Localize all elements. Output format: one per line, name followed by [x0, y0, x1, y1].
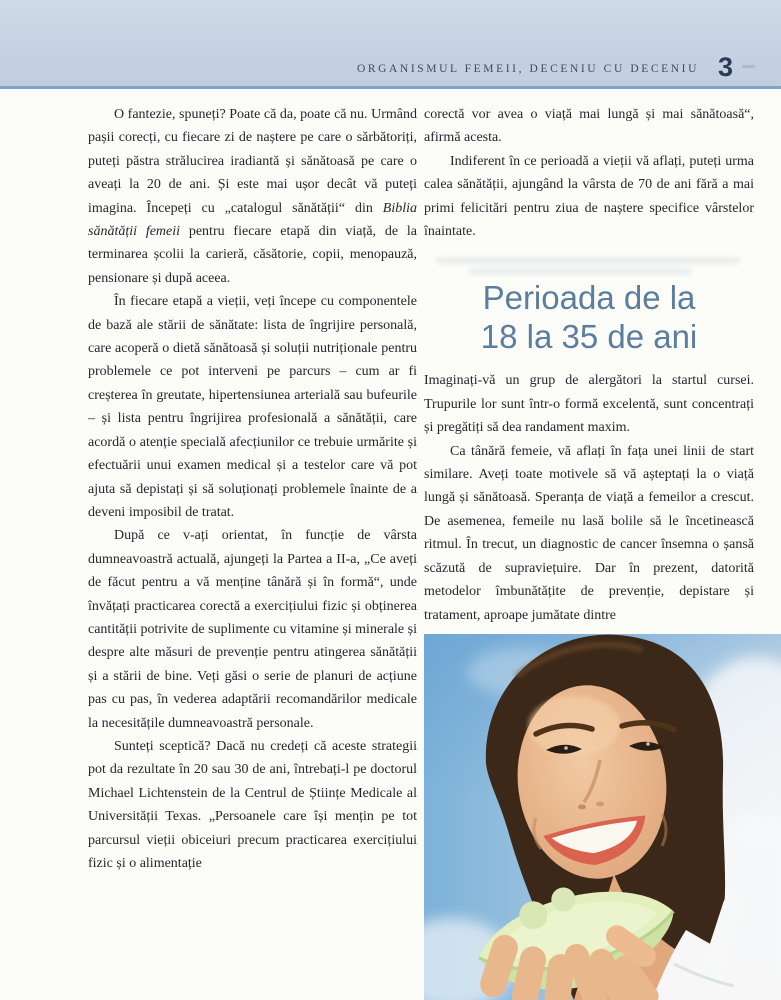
scan-artifact [742, 65, 755, 68]
paragraph-left-3: După ce v-ați orientat, în funcție de vârsta dumneavoastră actuală, ajungeți la Partea a II-a, „Ce aveți de făcut pentru a vă menține tânără și în formă“, unde învățați practicarea corectă a exercițiului fizic și obținerea cantității potrivite de suplimente cu vitamine și minerale și despre alte măsuri de prevenție pentru atingerea sănătății și a stării de bine. Veți găsi o serie de planuri de acțiune pas cu pas, în vederea adaptării recomandărilor medicale la necesitățile dumneavoastră personale. [88, 528, 417, 731]
page-number: 3 [717, 52, 733, 82]
paragraph-right-3: Imaginați-vă un grup de alergători la startul cursei. Trupurile lor sunt într-o formă excelentă, sunt concentrați și pregătiți să dea randament maxim. [424, 373, 754, 436]
paragraph-left-4: Sunteți sceptică? Dacă nu credeți că aceste strategii pot da rezultate în 20 sau 30 de ani, întrebați-l pe doctorul Michael Lichtenstein de la Centrul de Științe Medicale al Universității Texas. „Persoanele care își mențin pe tot parcursul vieții obiceiuri precum practicarea exercițiului fizic și o alimentație [88, 738, 417, 871]
section-heading-line1: Perioada de la [482, 279, 696, 317]
book-title-italic: Biblia sănătății femeii [88, 200, 417, 240]
running-head: ORGANISMUL FEMEII, DECENIU CU DECENIU [356, 63, 699, 75]
page-header [0, 0, 781, 89]
paragraph-right-2: Indiferent în ce perioadă a vieții vă aflați, puteți urma calea sănătății, ajungând la vârsta de 70 de ani fără a mai primi felicitări pentru ziua de naștere specifice vârstelor înaintate. [424, 153, 754, 240]
section-heading [424, 278, 754, 356]
paragraph-left-2: În fiecare etapă a vieții, veți începe cu componentele de bază ale stării de sănătate: lista de îngrijire personală, care acoperă o dietă sănătoasă și soluții nutriționale pentru problemele ce pot interveni pe parcurs – cum ar fi creșterea în greutate, hipertensiunea arterială sau bufeurile – și lista pentru îngrijirea profesională a sănătății, care acordă o atenție specială afecțiunilor ce trebuie urmărite și efectuării unui examen medical și a testelor care vă pot ajuta să depistați și să soluționați problemele înainte de a deveni imposibil de tratat. [88, 294, 417, 520]
paragraph-left-1-text: O fantezie, spuneți? Poate că da, poate că nu. Urmând pașii corecți, cu fiecare zi de naștere pe care o sărbătoriți, puteți păstra strălucirea iradiantă și sănătoasă pe care o aveați la 20 de ani. Și este mai ușor decât vă puteți imagina. Începeți cu „catalogul sănătății“ din [88, 107, 417, 216]
paragraph-right-4: Ca tânără femeie, vă aflați în fața unei linii de start similare. Aveți toate motivele să vă așteptați la o viață lungă și sănătoasă. Speranța de viață a femeilor a crescut. De asemenea, femeile nu lasă bolile să le încetinească ritmul. În trecut, un diagnostic de cancer însemna o șansă scăzută de supraviețuire. Dar în prezent, datorită metodelor îmbunătățite de prevenție, depistare și tratament, aproape jumătate dintre [424, 443, 754, 623]
right-column [424, 103, 754, 627]
paragraph-right-1: corectă vor avea o viață mai lungă și mai sănătoasă“, afirmă acesta. [424, 107, 754, 146]
left-column [88, 103, 417, 875]
section-heading-line2: 18 la 35 de ani [480, 318, 698, 356]
paragraph-left-1 [88, 103, 417, 290]
paragraph-left-1-cont: pentru fiecare etapă din viață, de la terminarea școlii la carieră, căsătorie, copii, menopauză, pensionare și după aceea. [88, 224, 417, 286]
photo-woman-eating-melon [424, 634, 781, 1000]
photo-illustration [424, 634, 781, 1000]
